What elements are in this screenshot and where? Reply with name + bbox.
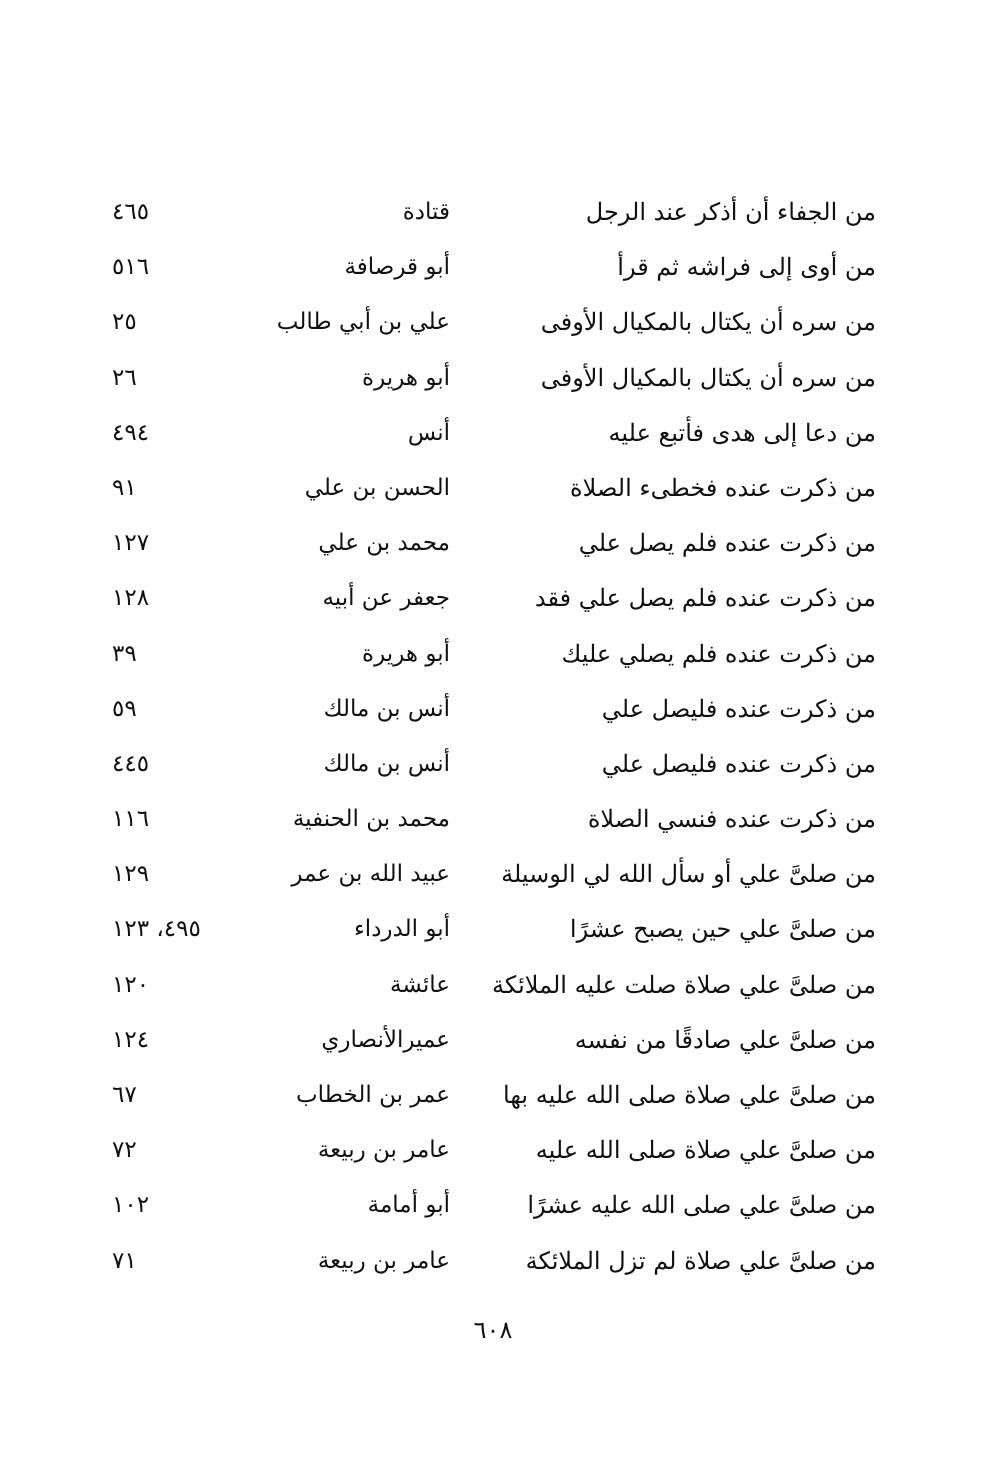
index-row	[0, 1237, 986, 1292]
index-row	[0, 1016, 986, 1071]
narrator-name: عامر بن ربيعة	[317, 1247, 450, 1274]
hadith-text: من ذكرت عنده فلم يصلي عليك	[561, 639, 876, 668]
narrator-name: أبو الدرداء	[353, 916, 450, 943]
hadith-text: من ذكرت عنده فليصل علي	[601, 749, 876, 778]
page-reference: ١٢٩	[112, 861, 150, 888]
index-row	[0, 740, 986, 795]
page-reference: ٤٤٥	[112, 750, 150, 777]
page-reference: ١٢٤	[112, 1026, 150, 1053]
hadith-text: من صلىَّ علي صلاة صلى الله عليه بها	[503, 1081, 876, 1109]
index-row	[0, 188, 986, 243]
hadith-text: من صلىَّ علي أو سأل الله لي الوسيلة	[501, 860, 876, 889]
hadith-text: من صلىَّ علي صلاة صلت عليه الملائكة	[491, 970, 876, 999]
narrator-name: عبيد الله بن عمر	[291, 861, 450, 888]
hadith-text: من صلىَّ علي صادقًا من نفسه	[574, 1025, 876, 1054]
index-row	[0, 354, 986, 409]
hadith-index-list	[0, 188, 986, 1292]
page-reference: ٦٧	[112, 1082, 137, 1108]
page-reference: ٤٩٥، ١٢٣	[112, 916, 201, 943]
page-reference: ٧١	[112, 1247, 137, 1274]
page-reference: ٧٢	[112, 1137, 137, 1164]
narrator-name: محمد بن الحنفية	[292, 806, 450, 833]
index-row	[0, 905, 986, 960]
index-row	[0, 243, 986, 298]
narrator-name: أنس بن مالك	[323, 695, 450, 722]
hadith-text: من الجفاء أن أذكر عند الرجل	[585, 198, 876, 226]
index-row	[0, 298, 986, 353]
hadith-text: من أوى إلى فراشه ثم قرأ	[617, 253, 876, 282]
narrator-name: أبو هريرة	[362, 640, 450, 667]
page-number: ٦٠٨	[473, 1316, 513, 1344]
hadith-text: من صلىَّ علي صلى الله عليه عشرًا	[527, 1191, 876, 1220]
narrator-name: محمد بن علي	[318, 530, 450, 557]
page-reference: ٥٩	[112, 695, 137, 722]
hadith-text: من دعا إلى هدى فأتبع عليه	[608, 418, 876, 447]
narrator-name: علي بن أبي طالب	[276, 309, 450, 336]
index-row	[0, 795, 986, 850]
page-reference: ١٠٢	[112, 1192, 150, 1219]
narrator-name: عائشة	[390, 971, 450, 998]
page-reference: ٩١	[112, 474, 137, 501]
narrator-name: جعفر عن أبيه	[322, 585, 450, 612]
page-reference: ٢٥	[112, 309, 137, 336]
index-row	[0, 1126, 986, 1181]
hadith-text: من ذكرت عنده فخطىء الصلاة	[570, 473, 876, 502]
index-row	[0, 574, 986, 629]
page-reference: ٤٩٤	[112, 419, 150, 446]
narrator-name: أبو أمامة	[367, 1192, 450, 1219]
page-reference: ٥١٦	[112, 254, 150, 281]
hadith-text: من ذكرت عنده فليصل علي	[601, 694, 876, 723]
index-row	[0, 1071, 986, 1126]
narrator-name: عميرالأنصاري	[321, 1026, 450, 1053]
narrator-name: عامر بن ربيعة	[317, 1137, 450, 1164]
hadith-text: من ذكرت عنده فلم يصل علي فقد	[534, 584, 876, 613]
index-row	[0, 850, 986, 905]
narrator-name: أبو هريرة	[362, 364, 450, 391]
page-reference: ٤٦٥	[112, 199, 150, 225]
index-row	[0, 630, 986, 685]
hadith-text: من صلىَّ علي حين يصبح عشرًا	[569, 915, 876, 944]
hadith-text: من صلىَّ علي صلاة لم تزل الملائكة	[525, 1246, 876, 1275]
page-reference: ١٢٧	[112, 530, 150, 557]
narrator-name: عمر بن الخطاب	[295, 1082, 450, 1108]
narrator-name: أنس	[407, 419, 450, 446]
index-row	[0, 1181, 986, 1236]
narrator-name: أنس بن مالك	[323, 750, 450, 777]
narrator-name: الحسن بن علي	[304, 474, 450, 501]
page-reference: ١٢٠	[112, 971, 150, 998]
index-row	[0, 409, 986, 464]
index-row	[0, 961, 986, 1016]
hadith-text: من ذكرت عنده فنسي الصلاة	[587, 805, 876, 834]
index-row	[0, 685, 986, 740]
page-reference: ٣٩	[112, 640, 137, 667]
hadith-text: من سره أن يكتال بالمكيال الأوفى	[540, 308, 876, 337]
hadith-text: من سره أن يكتال بالمكيال الأوفى	[540, 363, 876, 392]
index-row	[0, 519, 986, 574]
page-reference: ١٢٨	[112, 585, 150, 612]
page-reference: ١١٦	[112, 806, 150, 833]
narrator-name: قتادة	[402, 199, 450, 225]
index-row	[0, 464, 986, 519]
narrator-name: أبو قرصافة	[344, 254, 450, 281]
hadith-text: من صلىَّ علي صلاة صلى الله عليه	[535, 1136, 876, 1165]
hadith-text: من ذكرت عنده فلم يصل علي	[578, 529, 876, 558]
page-reference: ٢٦	[112, 364, 137, 391]
